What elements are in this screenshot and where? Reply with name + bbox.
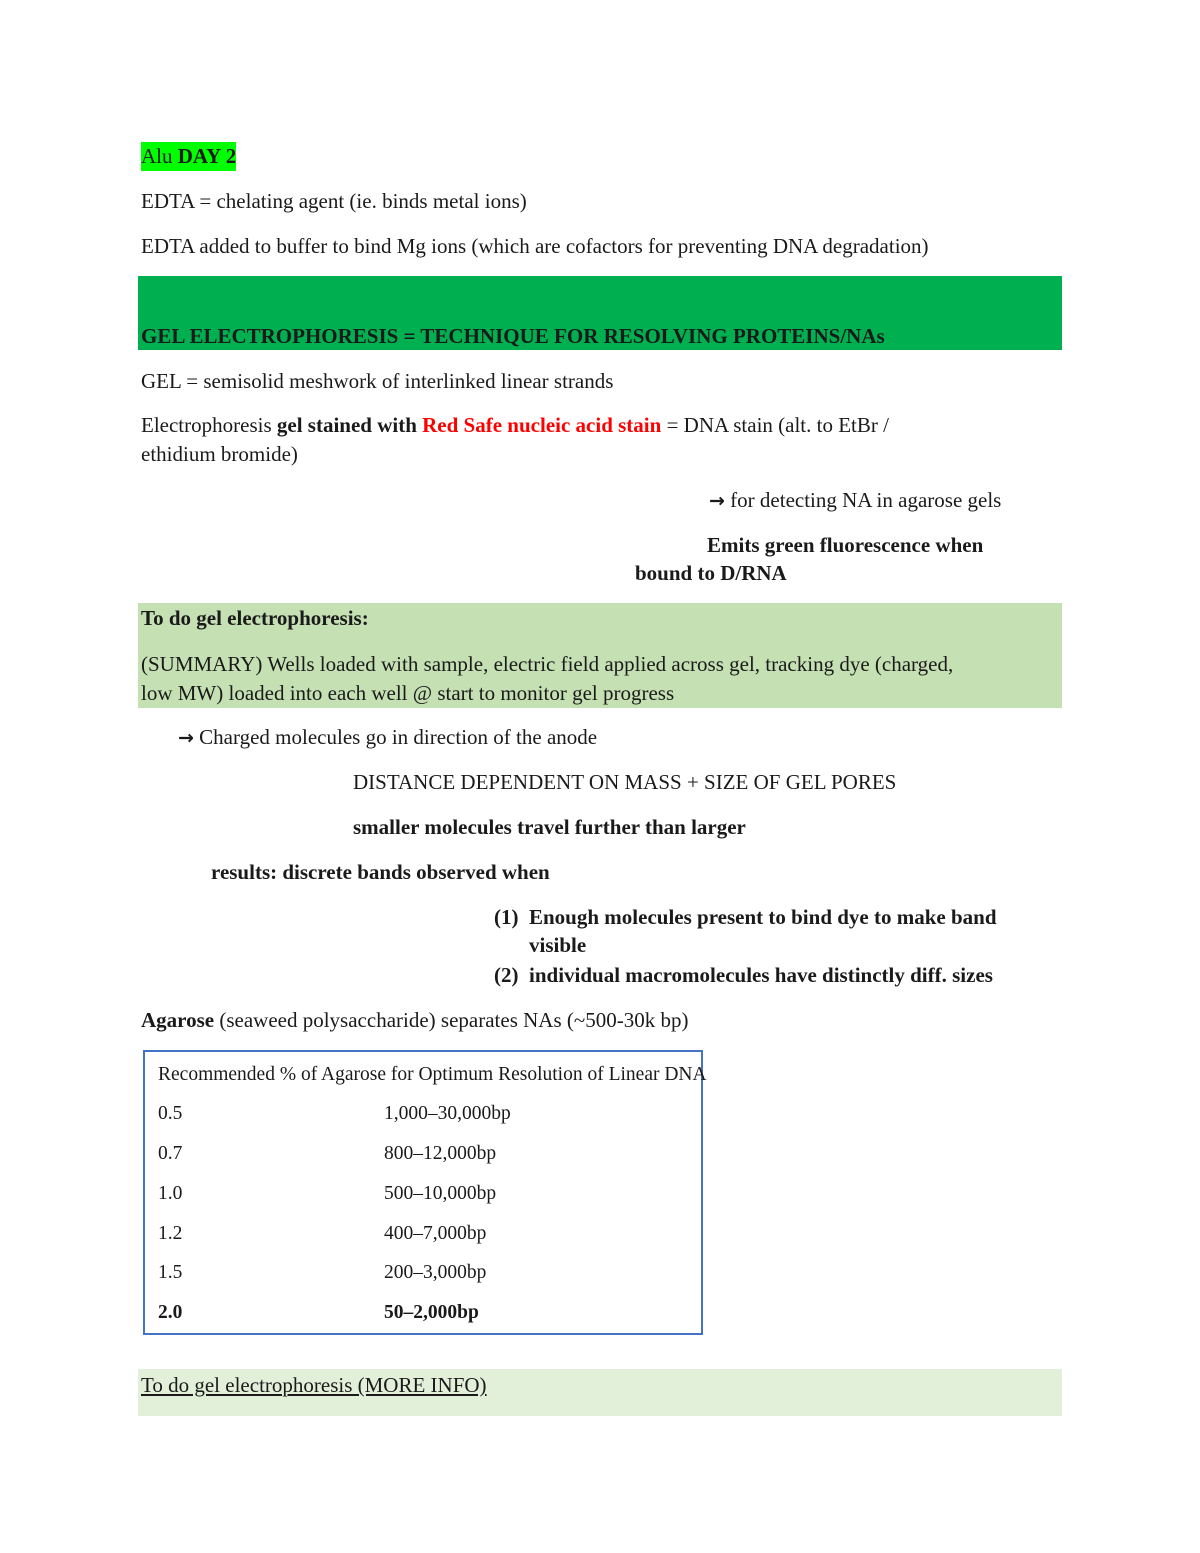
edta-purpose: EDTA added to buffer to bind Mg ions (which are cofactors for preventing DNA degradation) [141,234,929,258]
condition-2-number: (2) [494,963,519,987]
condition-1-line1: Enough molecules present to bind dye to make band [529,905,997,929]
howto-summary-line1: (SUMMARY) Wells loaded with sample, electric field applied across gel, tracking dye (charged, [141,652,954,676]
gel-definition: GEL = semisolid meshwork of interlinked linear strands [141,369,614,393]
anode-text: Charged molecules go in direction of the anode [199,725,598,749]
agarose-table [143,1050,707,1335]
row-range: 50–2,000bp [384,1302,479,1323]
row-range: 1,000–30,000bp [384,1103,511,1124]
fluor-line2: bound to D/RNA [635,561,787,585]
page-title [141,142,236,171]
edta-definition: EDTA = chelating agent (ie. binds metal ions) [141,189,527,213]
row-percent: 1.5 [158,1262,183,1283]
agarose-line [141,1006,688,1035]
title-day: DAY 2 [177,144,237,168]
stain-line2: ethidium bromide) [141,442,298,466]
condition-2-text: individual macromolecules have distinctly diff. sizes [529,963,993,987]
title-prefix: Alu [141,144,178,168]
gel-heading: GEL ELECTROPHORESIS = TECHNIQUE FOR RESOLVING PROTEINS/NAs [141,324,885,348]
row-range: 800–12,000bp [384,1143,497,1164]
condition-1-number: (1) [494,905,519,929]
stain-detect-line [709,486,1001,516]
right-arrow-icon: → [709,490,725,512]
stain-detect-text: for detecting NA in agarose gels [730,488,1002,512]
stain-name: Red Safe nucleic acid stain [422,413,662,437]
row-percent: 1.0 [158,1183,183,1204]
row-range: 200–3,000bp [384,1262,487,1283]
row-percent: 0.5 [158,1103,183,1124]
stain-part1: Electrophoresis [141,413,277,437]
more-info-heading: To do gel electrophoresis (MORE INFO) [141,1373,487,1397]
right-arrow-icon: → [178,727,194,749]
row-range: 500–10,000bp [384,1183,497,1204]
row-range: 400–7,000bp [384,1223,487,1244]
row-percent: 1.2 [158,1223,183,1244]
results-note: results: discrete bands observed when [211,860,550,884]
fluor-line1: Emits green fluorescence when [707,533,984,557]
howto-heading: To do gel electrophoresis: [141,606,369,630]
anode-line [178,723,597,753]
howto-summary-line2: low MW) loaded into each well @ start to monitor gel progress [141,681,675,705]
smaller-note: smaller molecules travel further than larger [353,815,746,839]
condition-1-line2: visible [529,933,587,957]
row-percent: 0.7 [158,1143,183,1164]
stain-line [141,411,889,440]
row-percent: 2.0 [158,1302,183,1323]
distance-note: DISTANCE DEPENDENT ON MASS + SIZE OF GEL PORES [353,770,897,794]
stain-part4: = DNA stain (alt. to EtBr / [661,413,889,437]
table-header: Recommended % of Agarose for Optimum Resolution of Linear DNA [158,1064,707,1085]
agarose-term: Agarose [141,1008,215,1032]
stain-part2: gel stained with [276,413,423,437]
agarose-rest: (seaweed polysaccharide) separates NAs (~500-30k bp) [214,1008,689,1032]
